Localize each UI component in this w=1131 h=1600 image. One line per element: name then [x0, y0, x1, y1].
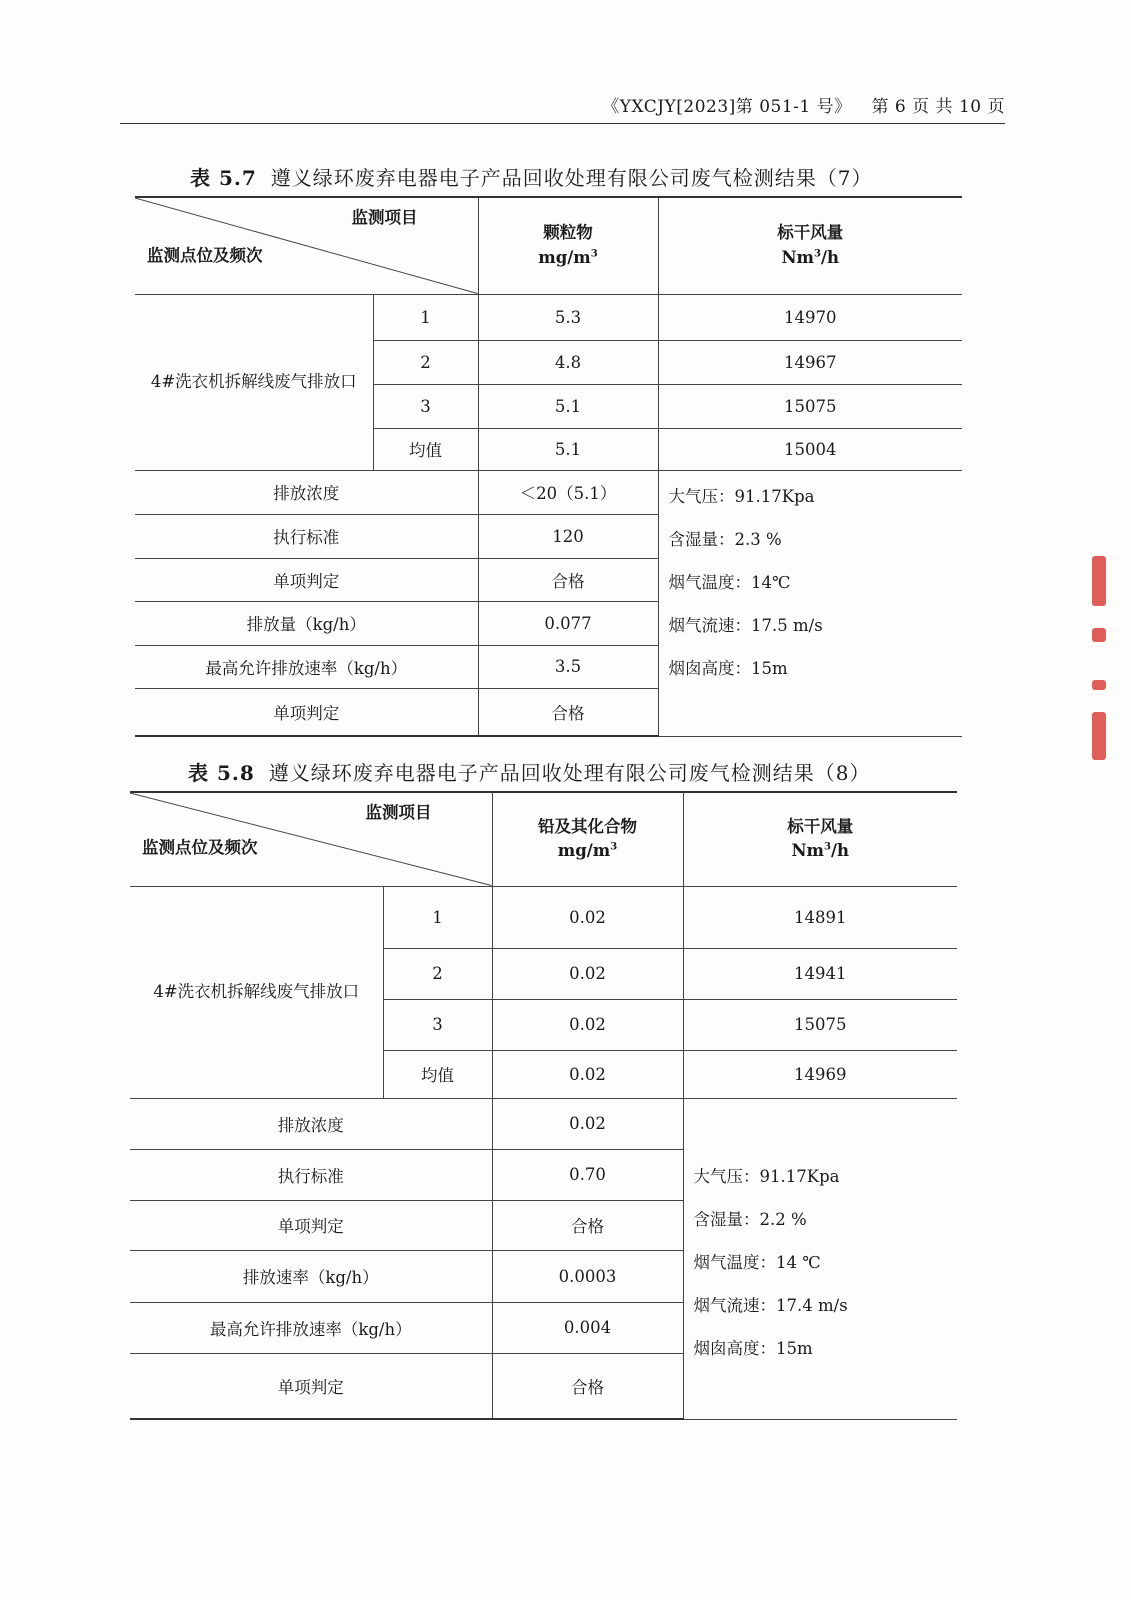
frequency-cell: 3: [373, 384, 478, 428]
page-info: 第 6 页 共 10 页: [871, 97, 1005, 117]
table-5-8: [130, 791, 957, 1420]
env-humidity: 含湿量：2.3 %: [668, 529, 782, 549]
column-name: 铅及其化合物: [538, 816, 637, 836]
summary-label: 执行标准: [130, 1149, 492, 1200]
env-temperature: 烟气温度：14 ℃: [693, 1252, 821, 1272]
flow-cell: 15004: [658, 428, 962, 470]
table-title: 遵义绿环废弃电器电子产品回收处理有限公司废气检测结果（8）: [268, 761, 871, 785]
env-pressure: 大气压：91.17Kpa: [693, 1166, 840, 1186]
column-unit: Nm$^3$/h: [781, 247, 840, 267]
summary-value: 合格: [478, 558, 658, 601]
seam-stamp-fragment: [1092, 712, 1106, 760]
summary-value: ＜20（5.1）: [478, 470, 658, 514]
frequency-cell: 均值: [383, 1050, 492, 1098]
value-cell: 5.1: [478, 428, 658, 470]
value-cell: 0.02: [492, 886, 683, 948]
table-number: 表 5.7: [190, 166, 257, 190]
value-cell: 4.8: [478, 340, 658, 384]
summary-label: 最高允许排放速率（kg/h）: [135, 645, 478, 688]
table-5-8-caption: [188, 757, 871, 786]
location-cell: 4#洗衣机拆解线废气排放口: [135, 294, 373, 470]
summary-value: 0.0003: [492, 1250, 683, 1302]
column-name: 标干风量: [787, 816, 854, 836]
column-header-lead: [492, 792, 683, 886]
column-name: 颗粒物: [543, 223, 593, 242]
flow-cell: 14970: [658, 294, 962, 340]
table-number: 表 5.8: [188, 761, 255, 785]
table-5-7: [135, 196, 962, 737]
env-temperature: 烟气温度：14℃: [668, 572, 791, 592]
value-cell: 5.3: [478, 294, 658, 340]
seam-stamp-fragment: [1092, 628, 1106, 642]
monitoring-item-label: 监测项目: [351, 208, 418, 227]
env-velocity: 烟气流速：17.5 m/s: [668, 615, 823, 635]
flow-cell: 14941: [683, 948, 957, 999]
seam-stamp-fragment: [1092, 556, 1106, 606]
env-chimney-height: 烟囱高度：15m: [693, 1338, 813, 1358]
summary-value: 合格: [478, 688, 658, 736]
monitoring-point-label: 监测点位及频次: [147, 245, 263, 265]
env-humidity: 含湿量：2.2 %: [693, 1209, 807, 1229]
summary-label: 单项判定: [135, 558, 478, 601]
environment-conditions: [683, 1098, 957, 1419]
diagonal-header-cell: [135, 197, 478, 294]
summary-value: 合格: [492, 1353, 683, 1419]
summary-value: 120: [478, 514, 658, 558]
summary-label: 排放速率（kg/h）: [130, 1250, 492, 1302]
frequency-cell: 1: [373, 294, 478, 340]
value-cell: 5.1: [478, 384, 658, 428]
summary-value: 0.077: [478, 601, 658, 645]
summary-value: 3.5: [478, 645, 658, 688]
value-cell: 0.02: [492, 1050, 683, 1098]
column-name: 标干风量: [777, 223, 844, 242]
column-unit: $mg/m^3$: [557, 841, 618, 861]
summary-label: 排放浓度: [130, 1098, 492, 1149]
seam-stamp-fragment: [1092, 680, 1106, 690]
flow-cell: 14891: [683, 886, 957, 948]
summary-value: 0.02: [492, 1098, 683, 1149]
table-5-7-caption: [190, 162, 873, 191]
frequency-cell: 3: [383, 999, 492, 1050]
summary-label: 最高允许排放速率（kg/h）: [130, 1302, 492, 1353]
frequency-cell: 1: [383, 886, 492, 948]
summary-label: 单项判定: [130, 1200, 492, 1250]
page-header: [120, 92, 1005, 124]
summary-label: 执行标准: [135, 514, 478, 558]
value-cell: 0.02: [492, 999, 683, 1050]
environment-conditions: [658, 470, 962, 736]
flow-cell: 14967: [658, 340, 962, 384]
frequency-cell: 2: [373, 340, 478, 384]
table-title: 遵义绿环废弃电器电子产品回收处理有限公司废气检测结果（7）: [270, 166, 873, 190]
frequency-cell: 均值: [373, 428, 478, 470]
column-unit: Nm$^3$/h: [791, 841, 850, 861]
summary-label: 排放浓度: [135, 470, 478, 514]
column-header-particulate: [478, 197, 658, 294]
summary-value: 0.004: [492, 1302, 683, 1353]
env-pressure: 大气压：91.17Kpa: [668, 486, 815, 506]
summary-label: 排放量（kg/h）: [135, 601, 478, 645]
summary-label: 单项判定: [135, 688, 478, 736]
column-header-flow: [683, 792, 957, 886]
frequency-cell: 2: [383, 948, 492, 999]
summary-value: 0.70: [492, 1149, 683, 1200]
value-cell: 0.02: [492, 948, 683, 999]
location-cell: 4#洗衣机拆解线废气排放口: [130, 886, 383, 1098]
flow-cell: 15075: [683, 999, 957, 1050]
report-number: 《YXCJY[2023]第 051-1 号》: [602, 97, 852, 117]
column-header-flow: [658, 197, 962, 294]
column-unit: $mg/m^3$: [538, 247, 598, 267]
env-velocity: 烟气流速：17.4 m/s: [693, 1295, 848, 1315]
flow-cell: 15075: [658, 384, 962, 428]
flow-cell: 14969: [683, 1050, 957, 1098]
monitoring-item-label: 监测项目: [365, 803, 432, 822]
summary-label: 单项判定: [130, 1353, 492, 1419]
monitoring-point-label: 监测点位及频次: [142, 837, 258, 857]
diagonal-header-cell: [130, 792, 492, 886]
summary-value: 合格: [492, 1200, 683, 1250]
env-chimney-height: 烟囱高度：15m: [668, 658, 788, 678]
